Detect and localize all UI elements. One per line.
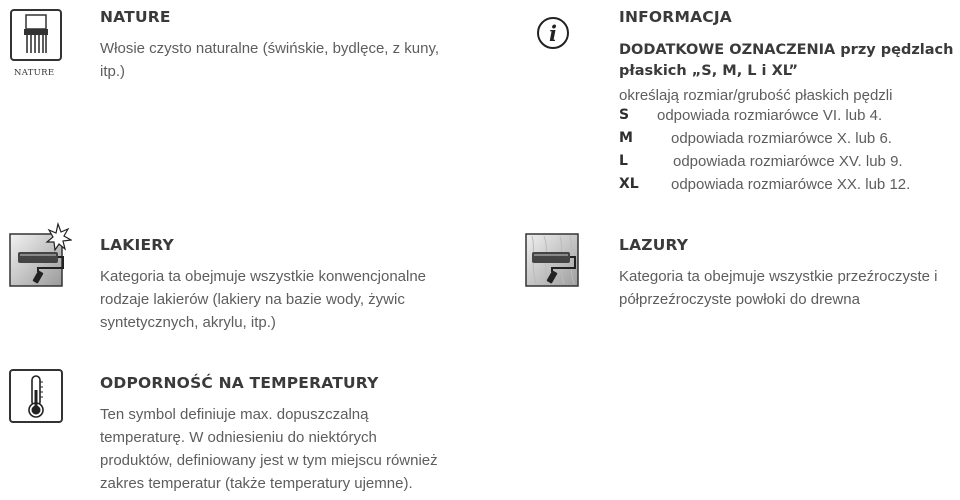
nature-desc-line: Włosie czysto naturalne (świńskie, bydlęce, z kuny, [100, 40, 440, 57]
size-code: S [619, 107, 630, 123]
lazury-description [619, 265, 937, 311]
thermometer-icon [8, 368, 64, 424]
temperatura-desc-line: Ten symbol definiuje max. dopuszczalną [100, 406, 369, 423]
temperatura-desc-line: temperaturę. W odniesieniu do niektórych [100, 429, 377, 446]
size-row [619, 176, 939, 196]
info-subtitle-line: DODATKOWE OZNACZENIA przy pędzlach [619, 42, 954, 58]
lakiery-description [100, 265, 426, 334]
svg-text:i: i [549, 21, 557, 46]
lakiery-title: LAKIERY [100, 236, 174, 254]
roller-wood-icon [524, 232, 580, 290]
lazury-title: LAZURY [619, 236, 689, 254]
size-row [619, 130, 939, 150]
info-title: INFORMACJA [619, 8, 732, 26]
size-text: odpowiada rozmiarówce X. lub 6. [671, 130, 892, 147]
info-subtitle [619, 40, 953, 82]
lakiery-desc-line: syntetycznych, akrylu, itp.) [100, 314, 276, 331]
info-intro: określają rozmiar/grubość płaskich pędzli [619, 87, 893, 104]
nature-title: NATURE [100, 8, 171, 26]
roller-gloss-icon [8, 222, 72, 288]
size-code: XL [619, 176, 639, 192]
lazury-desc-line: półprzeźroczyste powłoki do drewna [619, 291, 860, 308]
lakiery-desc-line: Kategoria ta obejmuje wszystkie konwencjonalne [100, 268, 427, 285]
temperatura-title: ODPORNOŚĆ NA TEMPERATURY [100, 374, 379, 392]
nature-icon-caption: NATURE [14, 68, 55, 78]
size-row [619, 153, 939, 173]
size-row [619, 107, 939, 127]
temperatura-desc-line: produktów, definiowany jest w tym miejscu również [100, 452, 438, 469]
brush-icon [8, 8, 64, 70]
lakiery-desc-line: rodzaje lakierów (lakiery na bazie wody, żywic [100, 291, 405, 308]
size-text: odpowiada rozmiarówce VI. lub 4. [657, 107, 883, 124]
size-code: L [619, 153, 628, 169]
temperatura-desc-line: zakres temperatur (także temperatury ujemne). [100, 475, 413, 492]
nature-description [100, 37, 439, 83]
nature-desc-line: itp.) [100, 63, 126, 80]
size-code: M [619, 130, 633, 146]
size-text: odpowiada rozmiarówce XV. lub 9. [673, 153, 903, 170]
temperatura-description [100, 403, 438, 495]
lazury-desc-line: Kategoria ta obejmuje wszystkie przeźroczyste i [619, 268, 938, 285]
size-text: odpowiada rozmiarówce XX. lub 12. [671, 176, 911, 193]
info-subtitle-line: płaskich „S, M, L i XL” [619, 63, 799, 79]
info-icon [536, 16, 570, 50]
